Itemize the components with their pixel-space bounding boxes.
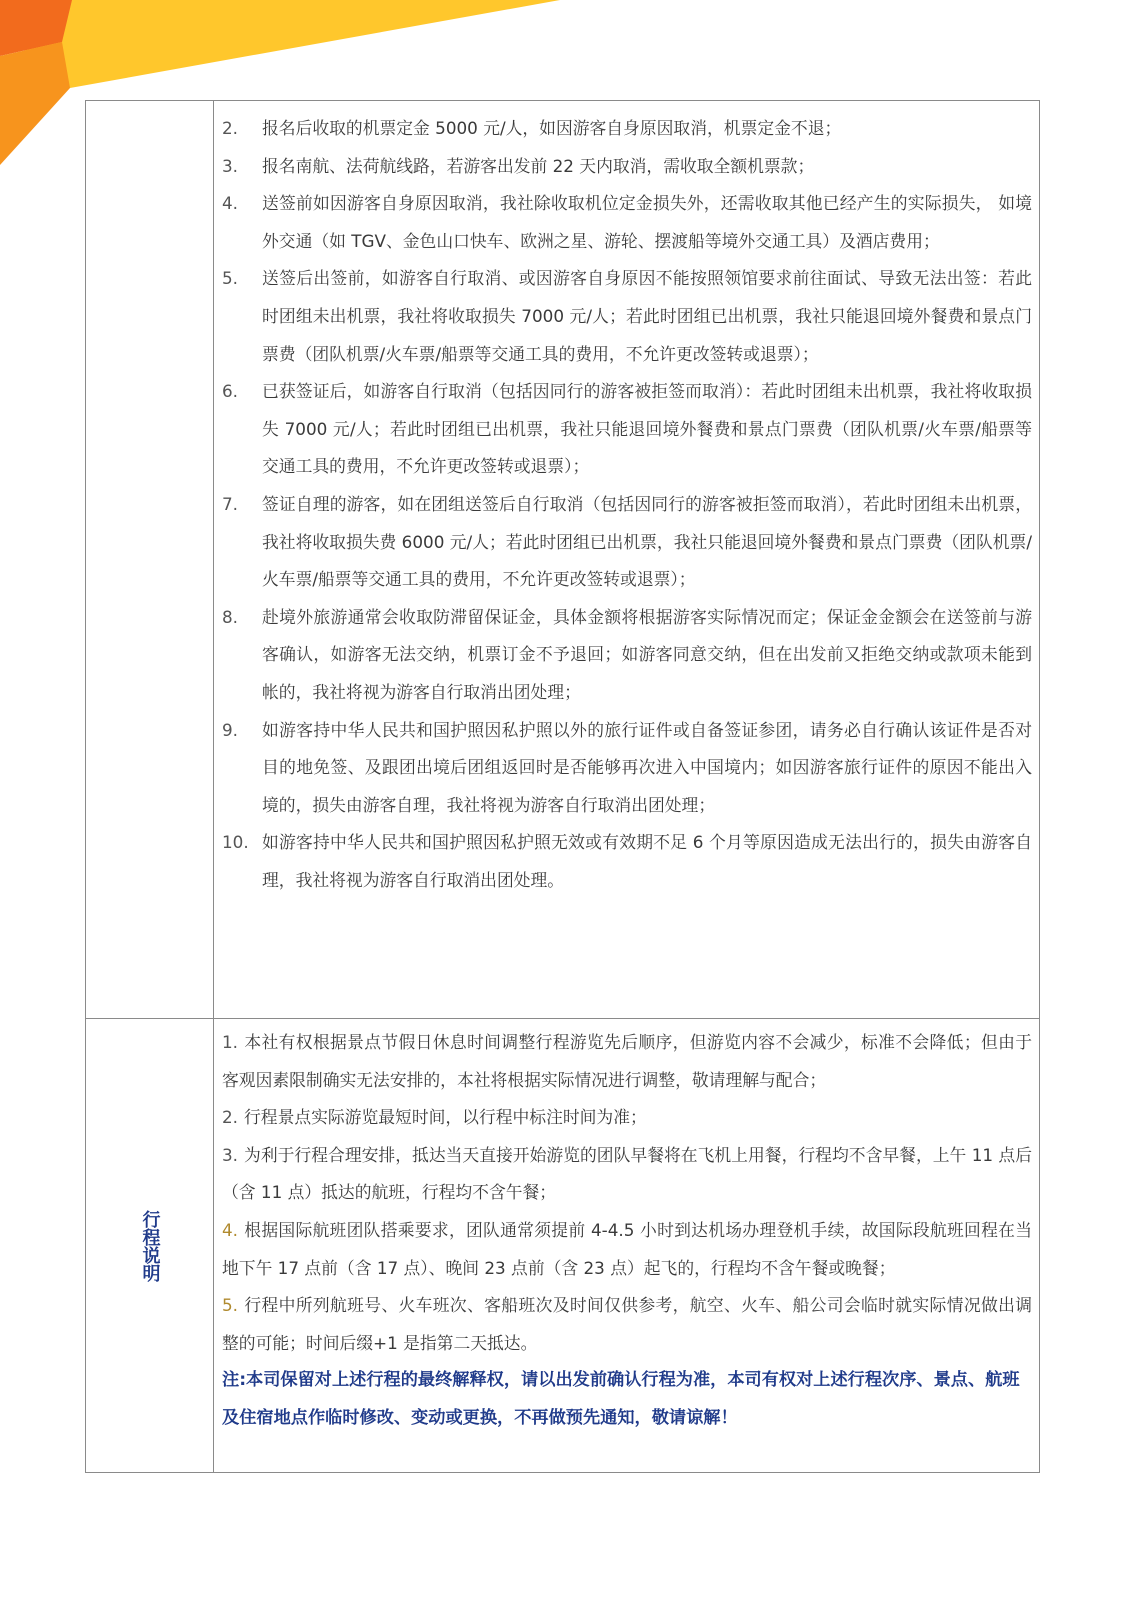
- note-text: 行程景点实际游览最短时间，以行程中标注时间为准；: [244, 1107, 647, 1128]
- note-text: 根据国际航班团队搭乘要求，团队通常须提前 4-4.5 小时到达机场办理登机手续，故国际段航班回程在当地下午 17 点前（含 17 点）、晚间 23 点前（含 23 点）起飞的，行程均不含午餐或晚餐；: [222, 1219, 1032, 1278]
- itinerary-notes-cell: [214, 1019, 1040, 1473]
- note-number: 1.: [222, 1032, 239, 1052]
- clause-number: 2.: [222, 118, 239, 138]
- note-item: [222, 1099, 1032, 1137]
- clause-item: [222, 260, 1032, 373]
- note-text: 本社有权根据景点节假日休息时间调整行程游览先后顺序，但游览内容不会减少，标准不会降低；但由于客观因素限制确实无法安排的，本社将根据实际情况进行调整，敬请理解与配合；: [222, 1032, 1032, 1090]
- clause-number: 3.: [222, 155, 239, 176]
- clause-text: 如游客持中华人民共和国护照因私护照无效或有效期不足 6 个月等原因造成无法出行的，损失由游客自理，我社将视为游客自行取消出团处理。: [262, 832, 1032, 890]
- clause-item: [222, 824, 1032, 899]
- clause-number: 7.: [222, 493, 239, 514]
- note-item: [222, 1024, 1032, 1099]
- clause-number: 10.: [222, 832, 249, 853]
- note-number: 3.: [222, 1144, 239, 1165]
- itinerary-section-label: 行程说明: [139, 1210, 161, 1282]
- clause-item: [222, 712, 1032, 825]
- document-table: [85, 100, 1040, 1473]
- clause-text: 如游客持中华人民共和国护照因私护照以外的旅行证件或自备签证参团，请务必自行确认该证件是否对目的地免签、及跟团出境后团组返回时是否能够再次进入中国境内；如因游客旅行证件的原因不能出入境的，损失由游客自理，我社将视为游客自行取消出团处理；: [262, 719, 1032, 815]
- itinerary-section-label-cell: [86, 1019, 213, 1473]
- clause-item: [222, 148, 1032, 186]
- clause-text: 送签前如因游客自身原因取消，我社除收取机位定金损失外，还需收取其他已经产生的实际损失， 如境外交通（如 TGV、金色山口快车、欧洲之星、游轮、摆渡船等境外交通工具）及酒店费用；: [262, 193, 1032, 251]
- clause-text: 报名后收取的机票定金 5000 元/人，如因游客自身原因取消，机票定金不退；: [262, 118, 842, 138]
- clause-number: 8.: [222, 606, 239, 627]
- note-number: 4.: [222, 1219, 239, 1240]
- note-number: 2.: [222, 1107, 239, 1128]
- clause-item: [222, 110, 1032, 148]
- clause-text: 报名南航、法荷航线路，若游客出发前 22 天内取消，需收取全额机票款；: [262, 155, 815, 176]
- final-disclaimer-note: 注:本司保留对上述行程的最终解释权，请以出发前确认行程为准，本司有权对上述行程次序、景点、航班及住宿地点作临时修改、变动或更换，不再做预先通知，敬请谅解！: [222, 1370, 1020, 1428]
- clause-text: 送签后出签前，如游客自行取消、或因游客自身原因不能按照领馆要求前往面试、导致无法出签：若此时团组未出机票，我社将收取损失 7000 元/人；若此时团组已出机票，我社只能退回境外餐费和景点门票费（团队机票/火车票/船票等交通工具的费用，不允许更改签转或退票）；: [262, 268, 1032, 364]
- clause-text: 签证自理的游客，如在团组送签后自行取消（包括因同行的游客被拒签而取消），若此时团组未出机票，我社将收取损失费 6000 元/人；若此时团组已出机票，我社只能退回境外餐费和景点门票费（团队机票/火车票/船票等交通工具的费用，不允许更改签转或退票）；: [262, 493, 1032, 590]
- clause-number: 5.: [222, 268, 239, 289]
- note-item: [222, 1137, 1032, 1212]
- clause-number: 6.: [222, 381, 239, 402]
- note-item: [222, 1212, 1032, 1287]
- clause-number: 9.: [222, 719, 239, 740]
- note-item: [222, 1287, 1032, 1362]
- note-text: 行程中所列航班号、火车班次、客船班次及时间仅供参考，航空、火车、船公司会临时就实际情况做出调整的可能；时间后缀+1 是指第二天抵达。: [222, 1295, 1032, 1353]
- clause-number: 4.: [222, 193, 239, 214]
- cancellation-clauses-cell: [214, 101, 1040, 1018]
- note-text: 为利于行程合理安排，抵达当天直接开始游览的团队早餐将在飞机上用餐，行程均不含早餐，上午 11 点后（含 11 点）抵达的航班，行程均不含午餐；: [222, 1144, 1032, 1203]
- note-number: 5.: [222, 1295, 239, 1316]
- clause-text: 赴境外旅游通常会收取防滞留保证金，具体金额将根据游客实际情况而定；保证金金额会在送签前与游客确认，如游客无法交纳，机票订金不予退回；如游客同意交纳，但在出发前又拒绝交纳或款项未能到帐的，我社将视为游客自行取消出团处理；: [262, 606, 1032, 702]
- clause-item: [222, 486, 1032, 599]
- clause-item: [222, 185, 1032, 260]
- clause-item: [222, 373, 1032, 486]
- clause-text: 已获签证后，如游客自行取消（包括因同行的游客被拒签而取消）：若此时团组未出机票，我社将收取损失 7000 元/人；若此时团组已出机票，我社只能退回境外餐费和景点门票费（团队机票/火车票/船票等交通工具的费用，不允许更改签转或退票）；: [262, 381, 1032, 477]
- clause-item: [222, 599, 1032, 712]
